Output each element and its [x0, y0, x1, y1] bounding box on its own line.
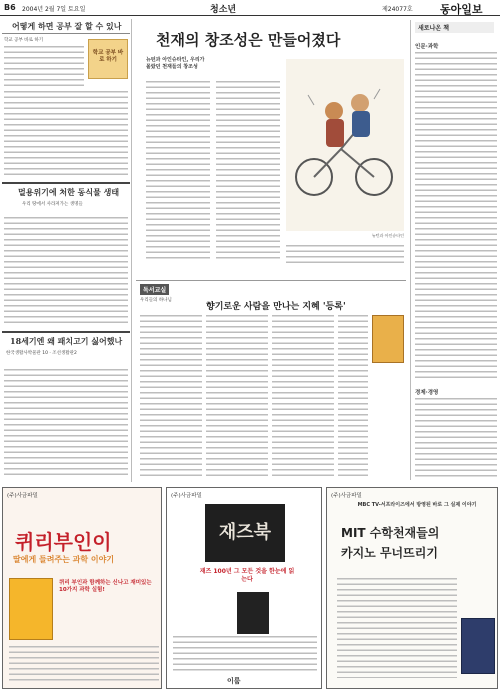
- divider: [2, 33, 130, 34]
- sidebar-title: 새로나온 책: [415, 22, 494, 33]
- main-body-col2: [216, 81, 280, 259]
- book-cover-image: [88, 39, 128, 79]
- ad-jazz-copy: 재즈 100년 그 모든 것을 한눈에 읽는다: [199, 568, 295, 583]
- feature-label: 독서교실: [140, 284, 169, 295]
- newspaper-logo: 동아일보: [440, 3, 483, 16]
- issue-date: 2004년 2월 7일 토요일: [22, 6, 86, 13]
- ad-jazz-headline-box: [205, 504, 285, 562]
- ad-mit[interactable]: [326, 487, 498, 689]
- ad-jazz-book-cover: [237, 592, 269, 634]
- left-column: [2, 19, 132, 482]
- ad-curie-subline: 딸에게 들려주는 과학 이야기: [13, 555, 115, 564]
- ad-mit-headline-1: MIT 수학천재들의: [341, 526, 440, 540]
- article1-book: 학교 공부 바로 하기: [4, 38, 44, 43]
- section-name: 청소년: [210, 5, 237, 15]
- book-cover-title: 학교 공부 바로 하기: [92, 50, 124, 63]
- edition-number: 제24077호: [382, 6, 413, 13]
- feature-block: [136, 280, 406, 482]
- ad-jazz[interactable]: [166, 487, 322, 689]
- article3-body: [4, 369, 128, 479]
- main-body-col3: [286, 245, 404, 267]
- ad-curie-list: [9, 646, 159, 684]
- ad-mit-body: [337, 578, 457, 678]
- main-deck: 뉴턴과 아인슈타인, 우리가 몰랐던 천재들의 창조성: [146, 57, 205, 70]
- ad-mit-headline-2: 카지노 무너뜨리기: [341, 546, 438, 560]
- feature-book-cover: [372, 315, 404, 363]
- article3-book: 한국생활사박물관 10 · 조선생활관2: [6, 351, 77, 356]
- article2-title: 멀용위기에 처한 동식물 생태: [18, 187, 120, 197]
- feature-title: 향기로운 사람을 만나는 지혜 '등록': [206, 302, 346, 312]
- main-body-col1: [146, 81, 210, 259]
- divider: [2, 182, 130, 184]
- ad-publisher-tag: (주)사금파밀: [331, 493, 362, 499]
- ad-mit-copy: MBC TV-서프라이즈에서 방영된 바로 그 실제 이야기: [357, 502, 477, 508]
- ad-publisher-tag: (주)사금파밀: [171, 493, 202, 499]
- page-number: B6: [4, 3, 16, 12]
- sidebar-list-2: [415, 398, 497, 480]
- feature-body-col2: [206, 315, 268, 477]
- divider: [2, 331, 130, 333]
- article3-title: 18세기엔 왜 패치고기 싫어했나: [10, 336, 123, 346]
- new-books-sidebar: [410, 20, 498, 480]
- ad-curie[interactable]: [2, 487, 162, 689]
- feature-illustration: [286, 59, 404, 231]
- ad-curie-headline: 퀴리부인이: [15, 530, 112, 554]
- ad-mit-book-cover: [461, 618, 495, 674]
- bicycle-illustration: [286, 59, 404, 231]
- article1-body: [4, 46, 84, 90]
- feature-body-col1: [140, 315, 202, 477]
- ad-curie-book-cover: [9, 578, 53, 640]
- feature-book: 우리들의 하나님: [140, 298, 172, 303]
- sidebar-section-2: 경제·경영: [415, 390, 439, 396]
- main-title: 천재의 창조성은 만들어졌다: [156, 31, 341, 49]
- sidebar-section-1: 인문·과학: [415, 44, 439, 50]
- ad-jazz-publisher: 이룸: [227, 677, 241, 685]
- feature-body-col4: [338, 315, 368, 477]
- feature-body-col3: [272, 315, 334, 477]
- photo-caption: 뉴턴과 아인슈타인: [371, 233, 404, 238]
- main-feature: [136, 19, 406, 277]
- page-header: [0, 0, 500, 16]
- article2-book: 우리 땅에서 사라져가는 생명들: [22, 202, 83, 207]
- ad-jazz-list: [173, 636, 317, 672]
- ad-jazz-headline: 재즈북: [218, 522, 272, 543]
- article1-body-2: [4, 91, 128, 177]
- article2-body: [4, 217, 128, 325]
- ad-curie-copy: 퀴리 부인과 함께하는 신나고 재미있는 10가지 과학 실험!: [59, 580, 152, 593]
- sidebar-list-1: [415, 52, 497, 382]
- ad-publisher-tag: (주)사금파밀: [7, 493, 38, 499]
- article1-title: 어떻게 하면 공부 잘 할 수 있나: [12, 21, 122, 31]
